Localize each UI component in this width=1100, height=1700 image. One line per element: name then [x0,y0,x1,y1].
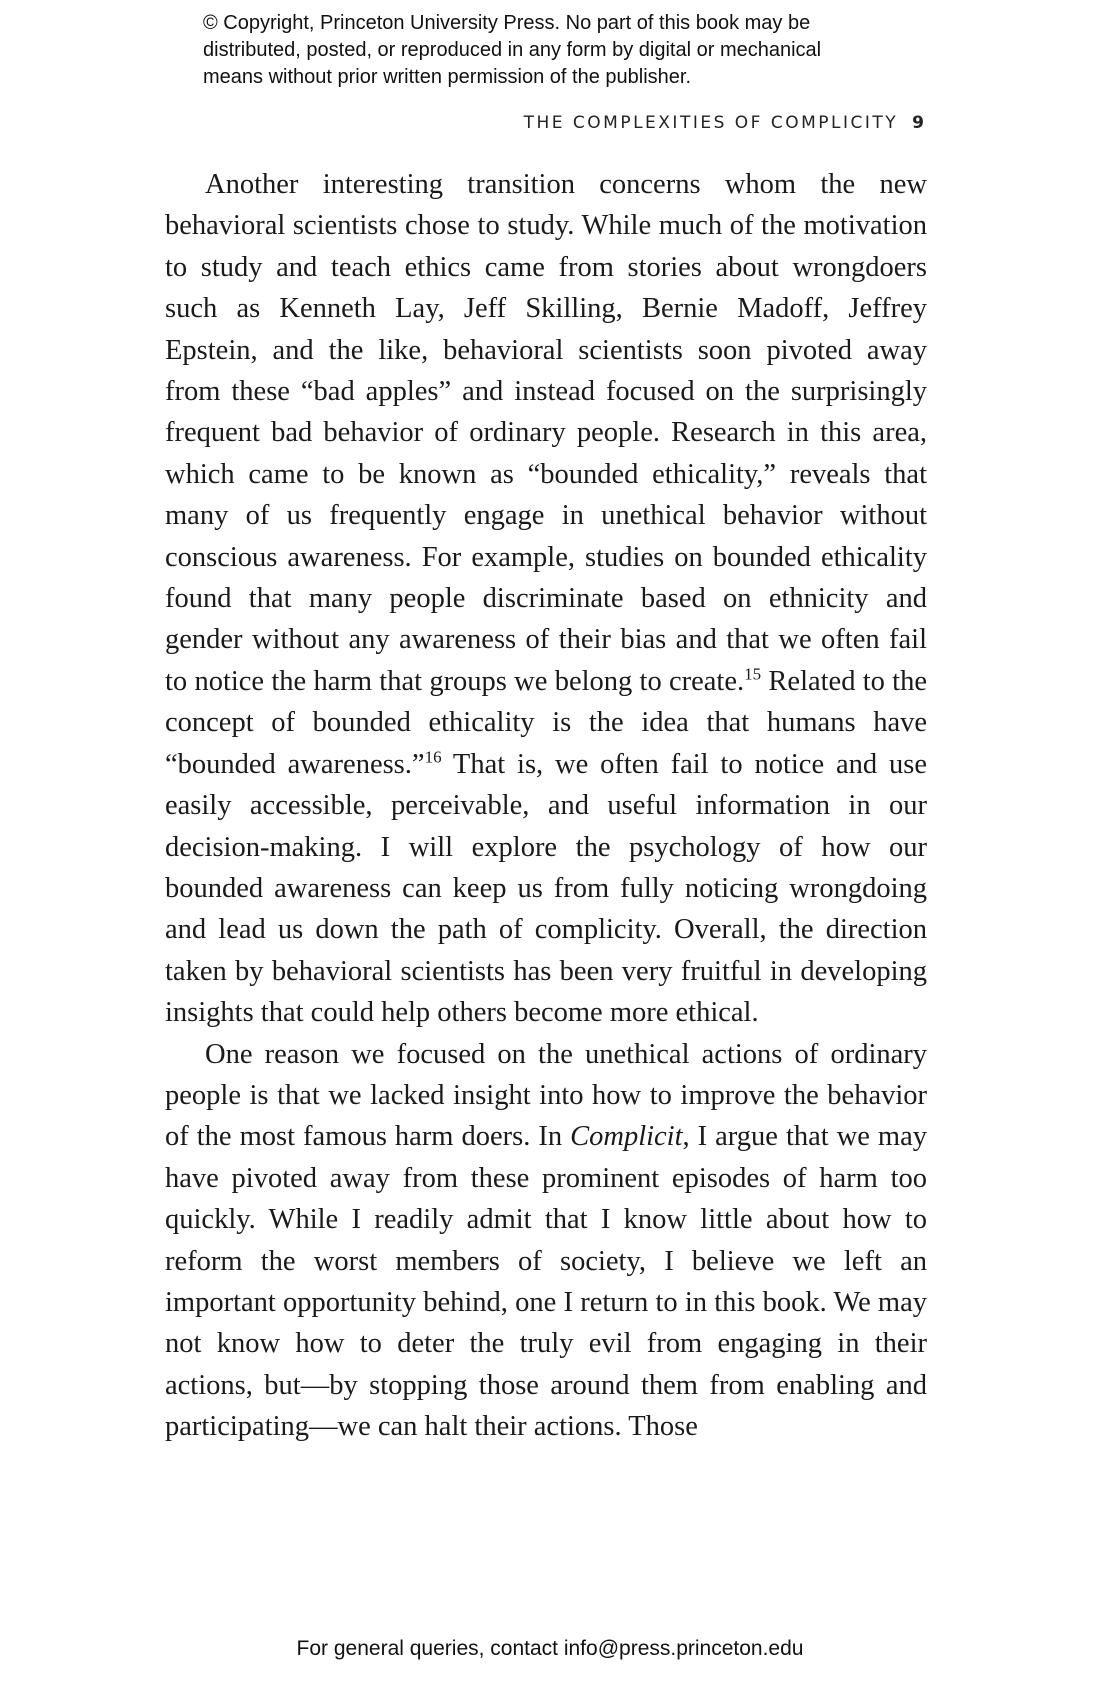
footer-contact: For general queries, contact info@press.princeton.edu [296,1637,804,1660]
paragraph-2 [165,1034,927,1448]
body-text [165,164,927,1448]
copyright-line-3: means without prior written permission of the publisher. [203,66,692,88]
paragraph-1-text-b: Related to the concept of bounded ethicality is the idea that humans have “bounded awareness.” [165,665,927,780]
copyright-line-1: © Copyright, Princeton University Press. No part of this book may be [203,12,811,34]
paragraph-1 [165,164,927,1034]
paragraph-2-text-b: , I argue that we may have pivoted away from these prominent episodes of harm too quickly. While I readily admit that I know little about how to reform the worst members of society, I believe we left an important opportunity behind, one I return to in this book. We may not know how to deter the truly evil from engaging in their actions, but—by stopping those around them from enabling and participating—we can halt their actions. Those [165,1121,927,1443]
footnote-ref-15: 15 [744,664,762,684]
paragraph-1-text-c: That is, we often fail to notice and use easily accessible, perceivable, and useful information in our decision-making. I will explore the psychology of how our bounded awareness can keep us from fully noticing wrongdoing and lead us down the path of complicity. Overall, the direction taken by behavioral scientists has been very fruitful in developing insights that could help others become more ethical. [165,748,927,1029]
running-head-title: THE COMPLEXITIES OF COMPLICITY [523,113,899,133]
footnote-ref-16: 16 [424,747,442,767]
book-title-complicit: Complicit [570,1121,683,1153]
copyright-line-2: distributed, posted, or reproduced in any form by digital or mechanical [203,39,822,61]
paragraph-2-text-a: One reason we focused on the unethical actions of ordinary people is that we lacked insight into how to improve the behavior of the most famous harm doers. In [165,1038,927,1153]
copyright-notice [203,10,963,91]
page-number: 9 [912,113,924,133]
paragraph-1-text-a: Another interesting transition concerns whom the new behavioral scientists chose to study. While much of the motivation to study and teach ethics came from stories about wrongdoers such as Kenneth Lay, Jeff Skilling, Bernie Madoff, Jeffrey Epstein, and the like, behavioral scientists soon pivoted away from these “bad apples” and instead focused on the surprisingly frequent bad behavior of ordinary people. Research in this area, which came to be known as “bounded ethicality,” reveals that many of us frequently engage in unethical behavior without conscious awareness. For example, studies on bounded ethicality found that many people discriminate based on ethnicity and gender without any awareness of their bias and that we often fail to notice the harm that groups we belong to create. [165,169,927,697]
running-head [524,113,924,133]
